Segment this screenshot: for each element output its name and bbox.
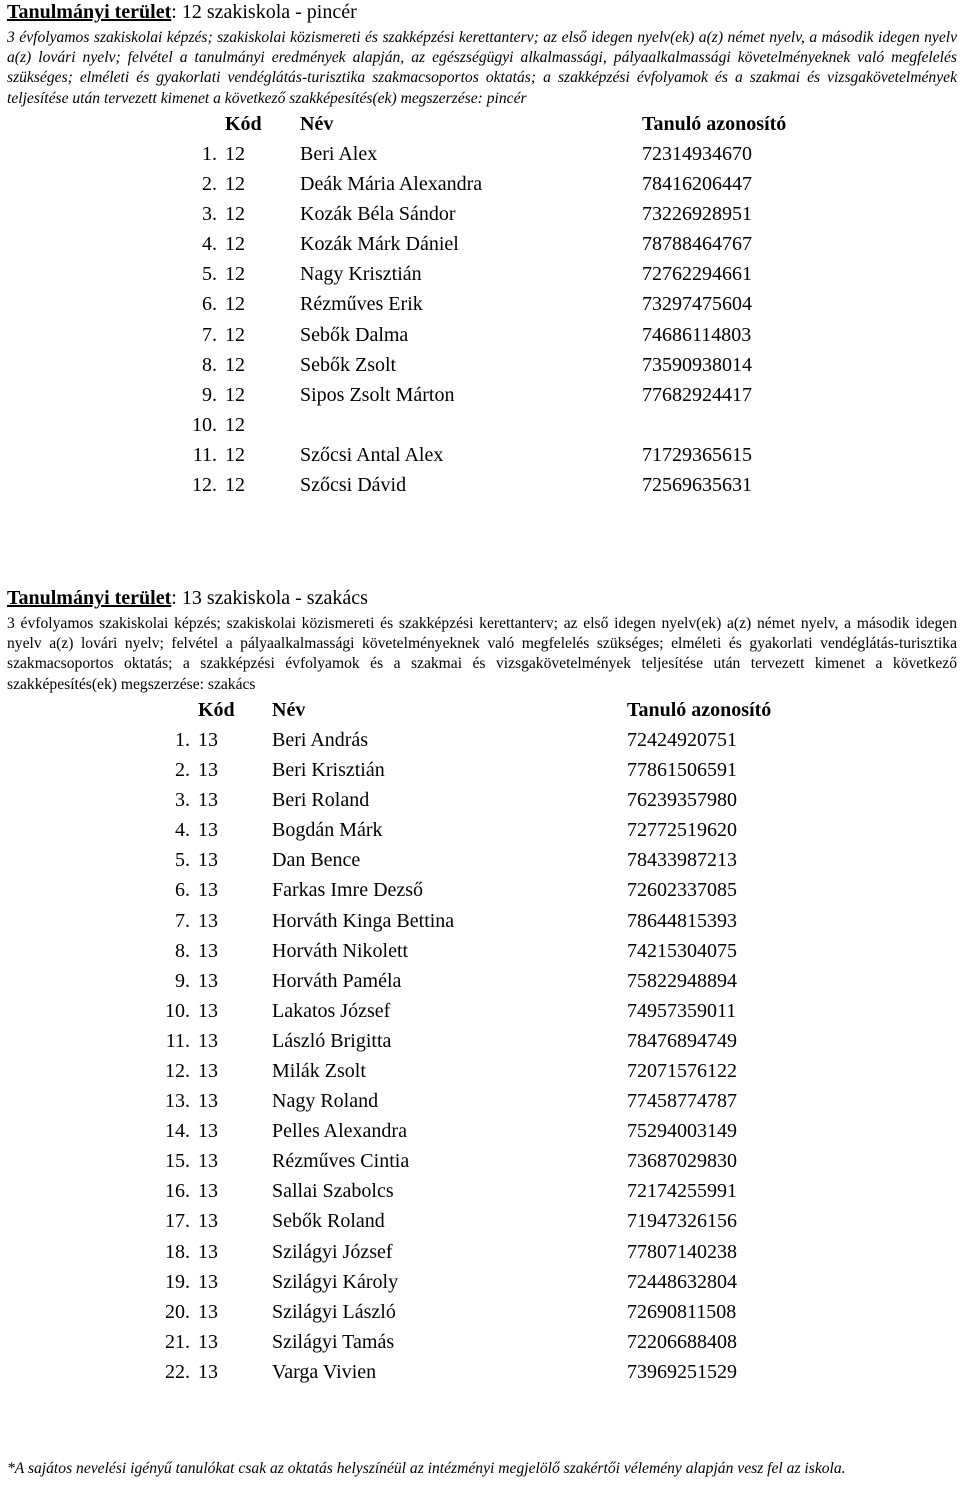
row-code: 13 — [198, 1300, 218, 1323]
row-student-id: 74215304075 — [627, 939, 737, 962]
row-code: 13 — [198, 909, 218, 932]
row-name: Bogdán Márk — [272, 819, 383, 842]
row-name: Farkas Imre Dezső — [272, 879, 424, 902]
footnote: *A sajátos nevelési igényű tanulókat csak az oktatás helyszínéül az intézményi megjelölő szakértői vélemény alapján vesz fel az iskola. — [7, 1460, 846, 1477]
row-student-id: 77861506591 — [627, 759, 737, 782]
row-name: Szilágyi Károly — [272, 1270, 399, 1293]
row-number: 4. — [175, 819, 190, 842]
table-row — [165, 875, 827, 905]
row-code: 12 — [225, 473, 245, 496]
row-student-id: 72602337085 — [627, 879, 737, 902]
row-name: Beri Alex — [300, 142, 378, 165]
row-student-id: 74686114803 — [642, 323, 752, 346]
row-student-id: 71729365615 — [642, 443, 752, 466]
row-name: Horváth Nikolett — [272, 939, 409, 962]
table-row — [165, 1357, 827, 1387]
row-code: 13 — [198, 759, 218, 782]
row-student-id: 72174255991 — [627, 1180, 737, 1203]
table-row — [165, 755, 827, 785]
row-name: Szilágyi József — [272, 1240, 393, 1263]
row-number: 10. — [192, 413, 217, 436]
row-code: 12 — [225, 413, 245, 436]
row-name: Sipos Zsolt Márton — [300, 383, 455, 406]
table-header-row — [165, 695, 827, 725]
row-student-id: 72448632804 — [627, 1270, 737, 1293]
row-number: 13. — [165, 1090, 190, 1113]
table-row — [165, 1176, 827, 1206]
row-name: Sallai Szabolcs — [272, 1180, 394, 1203]
row-number: 3. — [175, 789, 190, 812]
section-description: 3 évfolyamos szakiskolai képzés; szakiskolai közismereti és szakképzési kerettanterv; az első idegen nyelv(ek) a(z) német nyelv, a második idegen nyelv a(z) lovári nyelv; felvétel a tanulmányi eredmények alapján, az egészségügyi alkalmassági, pályaalkalmassági követelményeknek való megfelelés szükséges; elméleti és gyakorlati vendéglátás-turisztika szakmacsoportos oktatás; a szakképzési évfolyamok és a szakmai és vizsgakövetelmények teljesítése után tervezett kimenet a következő szakképesítés(ek) megszerzése: pincér — [7, 29, 957, 107]
table-row — [165, 785, 827, 815]
col-name-header: Név — [300, 112, 334, 135]
row-number: 11. — [192, 443, 217, 466]
table-row — [165, 1146, 827, 1176]
row-name: Varga Vivien — [272, 1360, 377, 1383]
row-name: Rézműves Cintia — [272, 1150, 410, 1173]
row-number: 11. — [165, 1029, 190, 1052]
row-code: 13 — [198, 1210, 218, 1233]
col-name-header: Név — [272, 698, 306, 721]
table-body — [192, 139, 842, 500]
row-number: 12. — [165, 1059, 190, 1082]
table-row — [165, 725, 827, 755]
row-number: 2. — [175, 759, 190, 782]
table-row — [192, 139, 842, 169]
row-name: Beri Krisztián — [272, 759, 385, 782]
student-table — [192, 109, 842, 500]
row-student-id: 78476894749 — [627, 1029, 737, 1052]
row-number: 1. — [175, 728, 190, 751]
row-name: Sebők Dalma — [300, 323, 409, 346]
row-student-id: 72071576122 — [627, 1059, 737, 1082]
heading-label: Tanulmányi terület — [7, 587, 172, 609]
row-number: 6. — [202, 293, 217, 316]
section-heading — [7, 586, 957, 610]
row-student-id: 75822948894 — [627, 969, 737, 992]
table-row — [165, 936, 827, 966]
row-student-id — [642, 410, 842, 440]
col-code-header: Kód — [225, 112, 262, 135]
row-number: 7. — [175, 909, 190, 932]
row-student-id: 73969251529 — [627, 1360, 737, 1383]
table-row — [165, 905, 827, 935]
row-name: Beri Roland — [272, 789, 370, 812]
row-student-id: 77682924417 — [642, 383, 752, 406]
row-number: 5. — [202, 263, 217, 286]
row-code: 12 — [225, 383, 245, 406]
heading-title: : 12 szakiskola - pincér — [171, 1, 357, 23]
row-code: 13 — [198, 969, 218, 992]
row-code: 12 — [225, 203, 245, 226]
heading-label: Tanulmányi terület — [7, 1, 172, 23]
row-number: 10. — [165, 999, 190, 1022]
row-student-id: 74957359011 — [627, 999, 737, 1022]
row-code: 13 — [198, 728, 218, 751]
heading-title: : 13 szakiskola - szakács — [171, 587, 368, 609]
row-number: 14. — [165, 1120, 190, 1143]
col-code-header: Kód — [198, 698, 235, 721]
row-name: Sebők Zsolt — [300, 353, 397, 376]
row-number: 18. — [165, 1240, 190, 1263]
row-code: 12 — [225, 323, 245, 346]
table-row — [192, 289, 842, 319]
row-student-id: 77458774787 — [627, 1090, 737, 1113]
row-name: Sebők Roland — [272, 1210, 385, 1233]
row-student-id: 76239357980 — [627, 789, 737, 812]
table-row — [192, 440, 842, 470]
table-row — [165, 996, 827, 1026]
row-name: Kozák Márk Dániel — [300, 233, 459, 256]
row-number: 9. — [202, 383, 217, 406]
row-code: 12 — [225, 353, 245, 376]
row-code: 13 — [198, 1330, 218, 1353]
table-row — [165, 1206, 827, 1236]
table-body — [165, 725, 827, 1387]
section-heading — [7, 0, 957, 24]
row-code: 13 — [198, 999, 218, 1022]
row-student-id: 75294003149 — [627, 1120, 737, 1143]
table-row — [192, 380, 842, 410]
row-name: Pelles Alexandra — [272, 1120, 407, 1143]
row-code: 13 — [198, 1150, 218, 1173]
row-number: 6. — [175, 879, 190, 902]
row-number: 1. — [202, 142, 217, 165]
table-row — [192, 319, 842, 349]
row-code: 12 — [225, 443, 245, 466]
row-name: Szilágyi Tamás — [272, 1330, 395, 1353]
table-row — [165, 845, 827, 875]
row-name: Lakatos József — [272, 999, 391, 1022]
row-name: Rézműves Erik — [300, 293, 423, 316]
table-row — [192, 229, 842, 259]
row-student-id: 72762294661 — [642, 263, 752, 286]
row-code: 13 — [198, 849, 218, 872]
row-code: 13 — [198, 1029, 218, 1052]
row-number: 17. — [165, 1210, 190, 1233]
row-student-id: 72424920751 — [627, 728, 737, 751]
row-number: 3. — [202, 203, 217, 226]
row-student-id: 78644815393 — [627, 909, 737, 932]
row-name: Dan Bence — [272, 849, 361, 872]
row-code: 12 — [225, 293, 245, 316]
row-code: 13 — [198, 1120, 218, 1143]
row-name: Deák Mária Alexandra — [300, 173, 483, 196]
row-student-id: 72206688408 — [627, 1330, 737, 1353]
row-student-id: 71947326156 — [627, 1210, 737, 1233]
row-student-id: 78788464767 — [642, 233, 752, 256]
col-id-header: Tanuló azonosító — [642, 112, 787, 135]
table-row — [165, 966, 827, 996]
col-id-header: Tanuló azonosító — [627, 698, 772, 721]
row-code: 12 — [225, 233, 245, 256]
row-number: 15. — [165, 1150, 190, 1173]
row-code: 13 — [198, 1180, 218, 1203]
row-number: 16. — [165, 1180, 190, 1203]
row-name: Szilágyi László — [272, 1300, 396, 1323]
row-name: Szőcsi Antal Alex — [300, 443, 444, 466]
row-student-id: 72772519620 — [627, 819, 737, 842]
row-name: Nagy Krisztián — [300, 263, 422, 286]
table-header-row — [192, 109, 842, 139]
row-code: 13 — [198, 789, 218, 812]
row-name: Szőcsi Dávid — [300, 473, 407, 496]
table-row — [192, 199, 842, 229]
table-row — [192, 259, 842, 289]
table-row — [192, 169, 842, 199]
row-name: Milák Zsolt — [272, 1059, 366, 1082]
row-name: Beri András — [272, 728, 369, 751]
row-code: 13 — [198, 1360, 218, 1383]
row-name: Kozák Béla Sándor — [300, 203, 456, 226]
table-row — [192, 410, 842, 440]
row-code: 13 — [198, 1090, 218, 1113]
row-code: 12 — [225, 263, 245, 286]
row-name — [300, 410, 642, 440]
row-number: 7. — [202, 323, 217, 346]
table-row — [165, 1116, 827, 1146]
row-name: Horváth Kinga Bettina — [272, 909, 455, 932]
table-row — [165, 1026, 827, 1056]
row-student-id: 73297475604 — [642, 293, 752, 316]
section-pincer — [7, 0, 957, 500]
row-student-id: 78416206447 — [642, 173, 752, 196]
row-number: 8. — [175, 939, 190, 962]
row-student-id: 77807140238 — [627, 1240, 737, 1263]
row-student-id: 73590938014 — [642, 353, 752, 376]
row-code: 13 — [198, 1270, 218, 1293]
table-row — [165, 1086, 827, 1116]
row-student-id: 73226928951 — [642, 203, 752, 226]
table-row — [165, 1297, 827, 1327]
table-row — [165, 1267, 827, 1297]
row-name: László Brigitta — [272, 1029, 392, 1052]
section-szakacs — [7, 586, 957, 1387]
row-code: 13 — [198, 1240, 218, 1263]
row-student-id: 72314934670 — [642, 142, 752, 165]
row-code: 12 — [225, 173, 245, 196]
row-number: 8. — [202, 353, 217, 376]
row-number: 2. — [202, 173, 217, 196]
row-student-id: 72690811508 — [627, 1300, 737, 1323]
row-number: 21. — [165, 1330, 190, 1353]
row-student-id: 73687029830 — [627, 1150, 737, 1173]
table-row — [165, 1327, 827, 1357]
row-number: 20. — [165, 1300, 190, 1323]
row-number: 12. — [192, 473, 217, 496]
section-description: 3 évfolyamos szakiskolai képzés; szakiskolai közismereti és szakképzési kerettanterv; az első idegen nyelv(ek) a(z) német nyelv, a második idegen nyelv a(z) lovári nyelv; felvétel a pályaalkalmassági követelményeknek való megfelelés szükséges; elméleti és gyakorlati vendéglátás-turisztika szakmacsoportos oktatás; a szakképzési évfolyamok és a szakmai és vizsgakövetelmények teljesítése után tervezett kimenet a következő szakképesítés(ek) megszerzése: szakács — [7, 615, 957, 693]
table-row — [165, 1237, 827, 1267]
row-number: 5. — [175, 849, 190, 872]
row-student-id: 78433987213 — [627, 849, 737, 872]
row-number: 4. — [202, 233, 217, 256]
row-code: 13 — [198, 879, 218, 902]
table-row — [165, 815, 827, 845]
row-number: 19. — [165, 1270, 190, 1293]
row-name: Horváth Paméla — [272, 969, 402, 992]
table-row — [192, 470, 842, 500]
row-code: 13 — [198, 939, 218, 962]
row-student-id: 72569635631 — [642, 473, 752, 496]
student-table — [165, 695, 827, 1387]
row-number: 9. — [175, 969, 190, 992]
row-name: Nagy Roland — [272, 1090, 379, 1113]
table-row — [165, 1056, 827, 1086]
row-code: 13 — [198, 1059, 218, 1082]
row-code: 12 — [225, 142, 245, 165]
table-row — [192, 350, 842, 380]
row-code: 13 — [198, 819, 218, 842]
row-number: 22. — [165, 1360, 190, 1383]
